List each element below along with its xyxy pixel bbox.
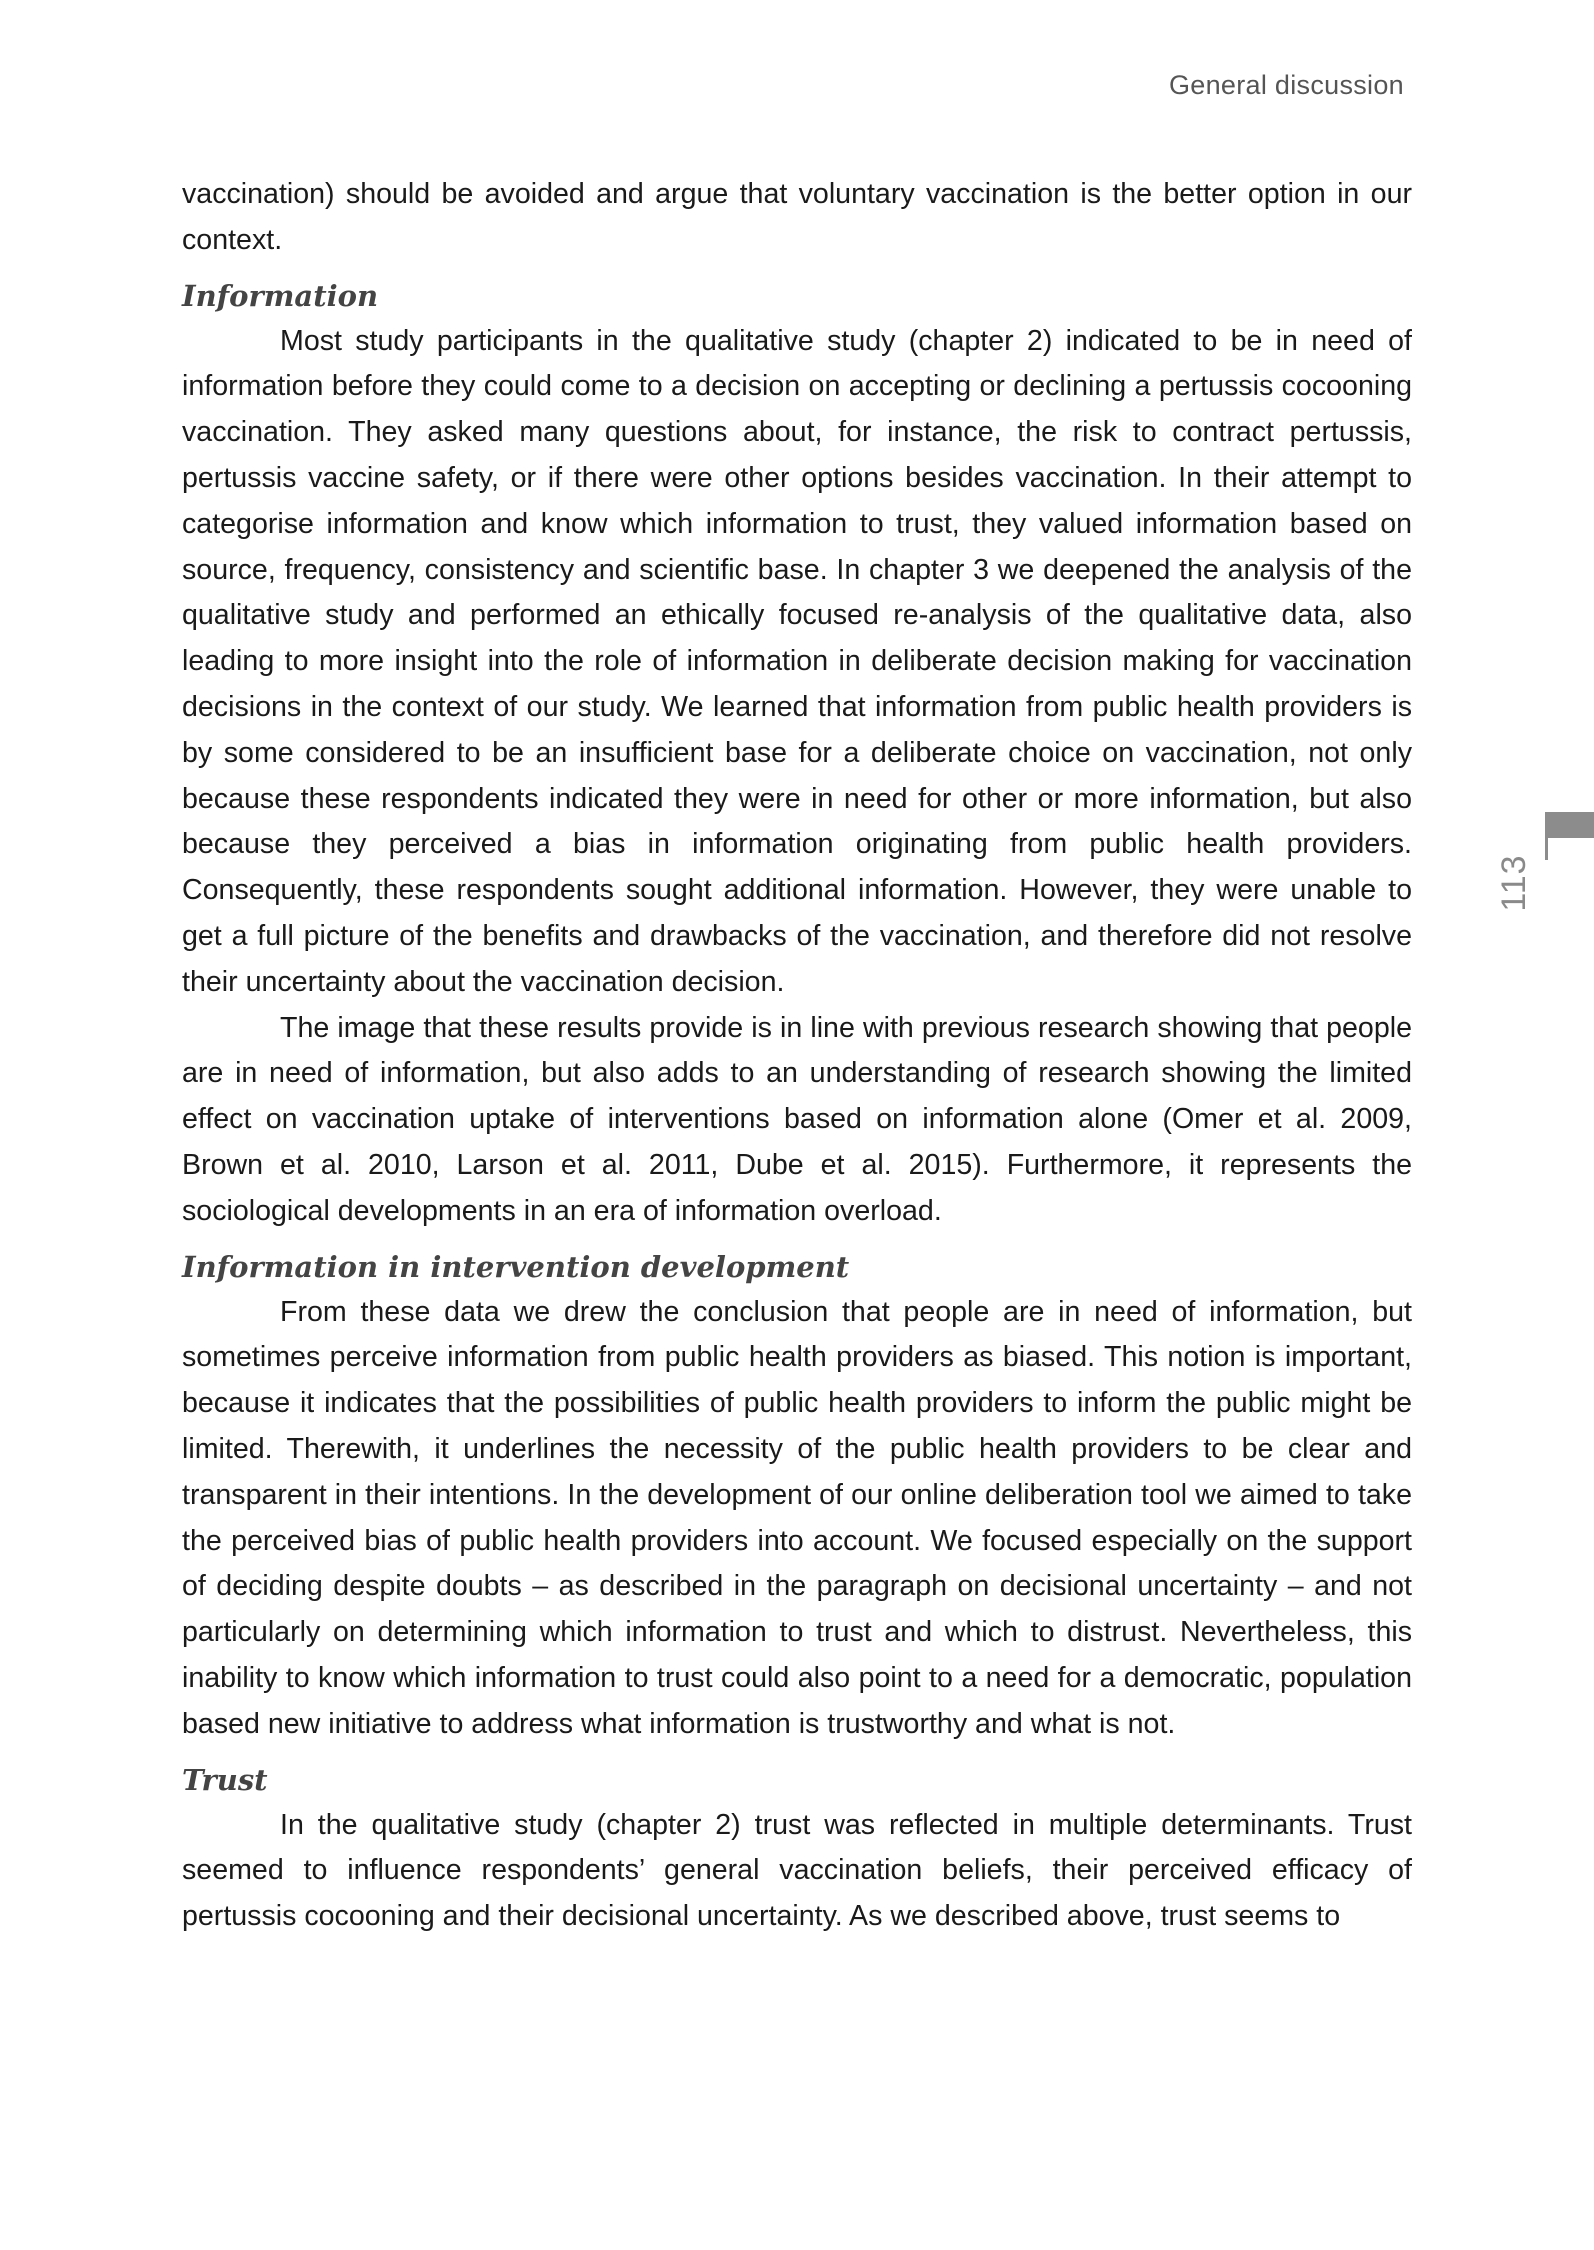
paragraph: Most study participants in the qualitative study (chapter 2) indicated to be in need of information before they could come to a decision on accepting or declining a pertussis cocooning vaccination. They asked many questions about, for instance, the risk to contract pertussis, pertussis vaccine safety, or if there were other options besides vaccination. In their attempt to categorise information and know which information to trust, they valued information based on source, frequency, consistency and scientific base. In chapter 3 we deepened the analysis of the qualitative study and performed an ethically focused re-analysis of the qualitative data, also leading to more insight into the role of information in deliberate decision making for vaccination decisions in the context of our study. We learned that information from public health providers is by some considered to be an insufficient base for a deliberate choice on vaccination, not only because these respondents indicated they were in need for other or more information, but also because they perceived a bias in information originating from public health providers. Consequently, these respondents sought additional information. However, they were unable to get a full picture of the benefits and drawbacks of the vaccination, and therefore did not resolve their uncertainty about the vaccination decision. [182,324,1412,998]
paragraph: The image that these results provide is in line with previous research showing that people are in need of information, but also adds to an understanding of research showing the limited effect on vaccination uptake of interventions based on information alone (Omer et al. 2009, Brown et al. 2010, Larson et al. 2011, Dube et al. 2015). Furthermore, it represents the sociological developments in an era of information overload. [182,1011,1412,1227]
chapter-edge-tab [1545,812,1594,838]
page-number: 113 [1494,854,1533,912]
section-heading-trust: Trust [182,1762,268,1797]
body-text [182,172,1412,1940]
paragraph: From these data we drew the conclusion that people are in need of information, but sometimes perceive information from public health providers as biased. This notion is important, because it indicates that the possibilities of public health providers to inform the public might be limited. Therewith, it underlines the necessity of the public health providers to be clear and transparent in their intentions. In the development of our online deliberation tool we aimed to take the perceived bias of public health providers into account. We focused especially on the support of deciding despite doubts – as described in the paragraph on decisional uncertainty – and not particularly on determining which information to trust and which to distrust. Nevertheless, this inability to know which information to trust could also point to a need for a democratic, population based new initiative to address what information is trustworthy and what is not. [182,1295,1412,1740]
paragraph: In the qualitative study (chapter 2) trust was reflected in multiple determinants. Trust seemed to influence respondents’ general vaccination beliefs, their perceived efficacy of pertussis cocooning and their decisional uncertainty. As we described above, trust seems to [182,1808,1412,1933]
running-header: General discussion [1168,70,1404,100]
section-heading-information-in-intervention-development: Information in intervention development [182,1249,850,1284]
carryover-paragraph: vaccination) should be avoided and argue that voluntary vaccination is the better option in our context. [182,178,1412,256]
chapter-edge-tick [1545,812,1548,860]
section-heading-information: Information [182,278,379,313]
